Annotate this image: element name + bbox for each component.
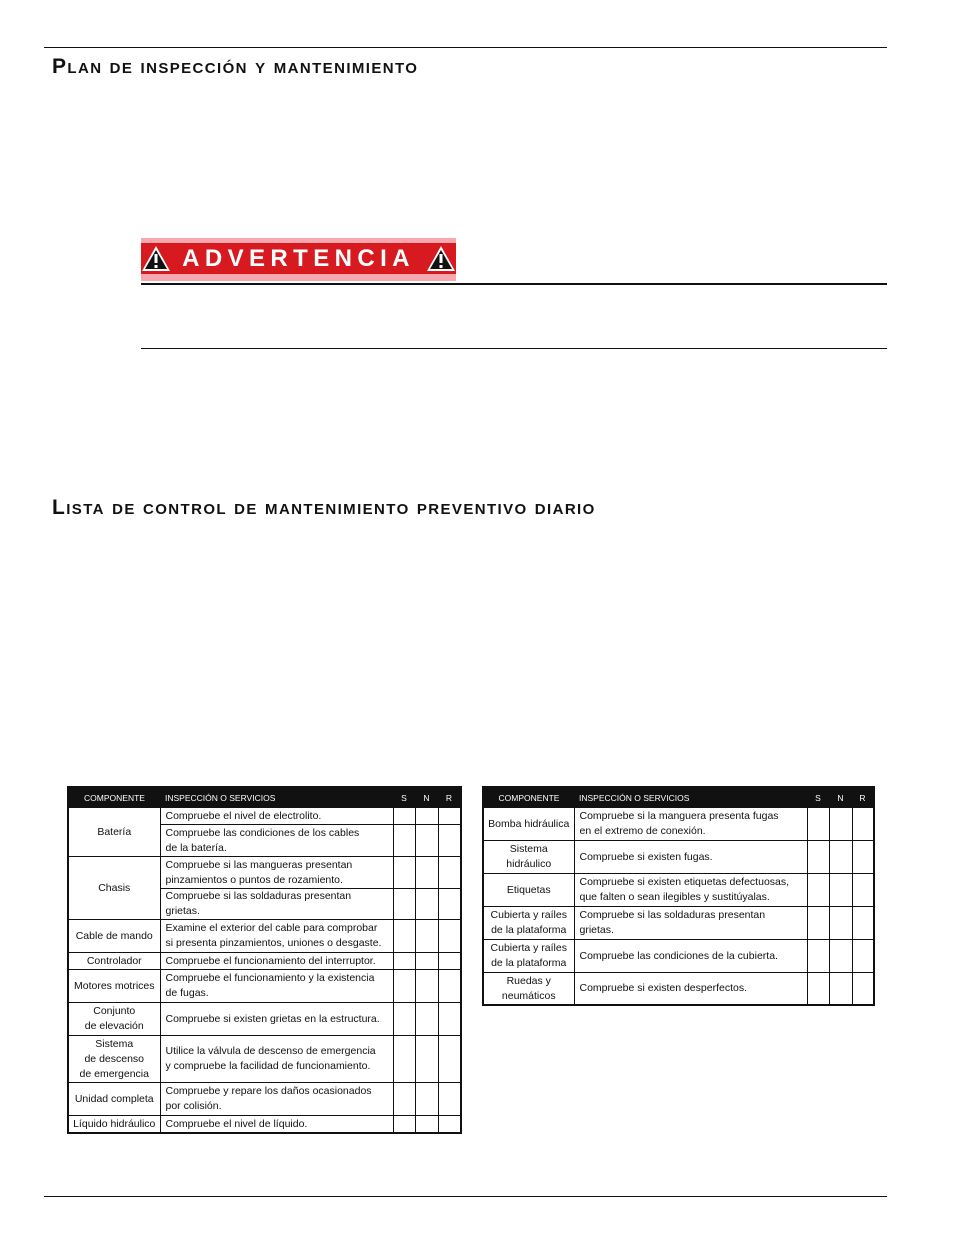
checkbox-r[interactable] (438, 970, 461, 1003)
checkbox-n[interactable] (829, 940, 852, 973)
inspection-cell: Compruebe si las soldaduras presentan grietas. (160, 889, 393, 920)
component-cell: Líquido hidráulico (68, 1116, 160, 1134)
checkbox-r[interactable] (438, 1083, 461, 1116)
section-title-inspection-plan: Plan de inspección y mantenimiento (52, 55, 419, 78)
inspection-cell: Compruebe si las soldaduras presentan grietas. (574, 907, 807, 940)
table-row (483, 973, 874, 1006)
table-row (68, 808, 461, 825)
checkbox-r[interactable] (438, 857, 461, 889)
checkbox-n[interactable] (415, 920, 438, 953)
checkbox-n[interactable] (829, 907, 852, 940)
warning-triangle-icon (141, 245, 171, 272)
checkbox-s[interactable] (807, 808, 829, 841)
column-header-r: R (852, 787, 874, 808)
checkbox-r[interactable] (438, 920, 461, 953)
component-cell: Cubierta y raíles de la plataforma (483, 907, 574, 940)
checkbox-n[interactable] (829, 808, 852, 841)
inspection-cell: Compruebe si existen desperfectos. (574, 973, 807, 1006)
checkbox-s[interactable] (393, 1003, 415, 1036)
table-row (483, 841, 874, 874)
table-row (68, 857, 461, 889)
checkbox-r[interactable] (852, 874, 874, 907)
table-row (483, 874, 874, 907)
checkbox-r[interactable] (852, 841, 874, 874)
component-cell: Bomba hidráulica (483, 808, 574, 841)
component-cell: Etiquetas (483, 874, 574, 907)
checkbox-s[interactable] (393, 857, 415, 889)
table-row (68, 953, 461, 970)
checkbox-s[interactable] (393, 1116, 415, 1134)
checkbox-r[interactable] (438, 808, 461, 825)
component-cell: Conjunto de elevación (68, 1003, 160, 1036)
bottom-rule (44, 1196, 887, 1197)
checkbox-r[interactable] (438, 889, 461, 920)
top-rule (44, 47, 887, 48)
component-cell: Sistema de descenso de emergencia (68, 1036, 160, 1083)
inspection-cell: Examine el exterior del cable para comprobar si presenta pinzamientos, uniones o desgaste. (160, 920, 393, 953)
table-row (483, 808, 874, 841)
checkbox-n[interactable] (829, 874, 852, 907)
inspection-cell: Compruebe el nivel de electrolito. (160, 808, 393, 825)
checkbox-r[interactable] (852, 808, 874, 841)
checkbox-s[interactable] (807, 841, 829, 874)
checkbox-s[interactable] (393, 808, 415, 825)
column-header-n: N (829, 787, 852, 808)
inspection-cell: Compruebe el funcionamiento y la existencia de fugas. (160, 970, 393, 1003)
checkbox-r[interactable] (438, 1003, 461, 1036)
checklist-table-right (482, 786, 875, 1006)
checkbox-s[interactable] (393, 1083, 415, 1116)
checkbox-r[interactable] (852, 907, 874, 940)
component-cell: Sistema hidráulico (483, 841, 574, 874)
warning-banner (141, 238, 456, 281)
component-cell: Batería (68, 808, 160, 857)
inspection-cell: Compruebe si la manguera presenta fugas en el extremo de conexión. (574, 808, 807, 841)
column-header-inspection: INSPECCIÓN O SERVICIOS (574, 787, 807, 808)
checkbox-s[interactable] (807, 907, 829, 940)
checkbox-n[interactable] (829, 841, 852, 874)
checkbox-n[interactable] (415, 1003, 438, 1036)
component-cell: Cubierta y raíles de la plataforma (483, 940, 574, 973)
inspection-cell: Compruebe si existen etiquetas defectuosas, que falten o sean ilegibles y sustitúyalas. (574, 874, 807, 907)
component-cell: Cable de mando (68, 920, 160, 953)
checkbox-s[interactable] (807, 874, 829, 907)
inspection-cell: Compruebe si las mangueras presentan pinzamientos o puntos de rozamiento. (160, 857, 393, 889)
table-row (68, 1083, 461, 1116)
column-header-component: COMPONENTE (68, 787, 160, 808)
component-cell: Controlador (68, 953, 160, 970)
checkbox-s[interactable] (393, 1036, 415, 1083)
column-header-n: N (415, 787, 438, 808)
inspection-cell: Compruebe el nivel de líquido. (160, 1116, 393, 1134)
checkbox-n[interactable] (415, 953, 438, 970)
checkbox-s[interactable] (393, 920, 415, 953)
checkbox-r[interactable] (438, 825, 461, 857)
warning-bottom-rule (141, 348, 887, 349)
table-row (68, 920, 461, 953)
warning-triangle-icon (426, 245, 456, 272)
table-row (68, 1116, 461, 1134)
warning-band (141, 243, 456, 274)
checkbox-n[interactable] (415, 825, 438, 857)
table-row (68, 1003, 461, 1036)
checkbox-s[interactable] (807, 973, 829, 1006)
checkbox-n[interactable] (415, 889, 438, 920)
checkbox-s[interactable] (393, 889, 415, 920)
checkbox-n[interactable] (829, 973, 852, 1006)
column-header-s: S (393, 787, 415, 808)
column-header-component: COMPONENTE (483, 787, 574, 808)
checkbox-n[interactable] (415, 857, 438, 889)
inspection-cell: Compruebe las condiciones de los cables de la batería. (160, 825, 393, 857)
checkbox-r[interactable] (852, 973, 874, 1006)
checklist-table-left (67, 786, 462, 1134)
checkbox-s[interactable] (807, 940, 829, 973)
inspection-cell: Compruebe si existen grietas en la estructura. (160, 1003, 393, 1036)
checkbox-n[interactable] (415, 1083, 438, 1116)
checkbox-n[interactable] (415, 970, 438, 1003)
inspection-cell: Compruebe las condiciones de la cubierta. (574, 940, 807, 973)
table-row (483, 940, 874, 973)
warning-top-rule (141, 283, 887, 285)
inspection-cell: Utilice la válvula de descenso de emergencia y compruebe la facilidad de funcionamiento. (160, 1036, 393, 1083)
column-header-s: S (807, 787, 829, 808)
component-cell: Ruedas y neumáticos (483, 973, 574, 1006)
component-cell: Unidad completa (68, 1083, 160, 1116)
table-row (483, 907, 874, 940)
checkbox-n[interactable] (415, 1116, 438, 1134)
component-cell: Chasis (68, 857, 160, 920)
table-row (68, 970, 461, 1003)
component-cell: Motores motrices (68, 970, 160, 1003)
column-header-inspection: INSPECCIÓN O SERVICIOS (160, 787, 393, 808)
checkbox-s[interactable] (393, 825, 415, 857)
section-title-daily-checklist: Lista de control de mantenimiento preventivo diario (52, 496, 596, 519)
checkbox-s[interactable] (393, 970, 415, 1003)
inspection-cell: Compruebe y repare los daños ocasionados por colisión. (160, 1083, 393, 1116)
table-row (68, 1036, 461, 1083)
warning-label: ADVERTENCIA (182, 244, 415, 272)
checkbox-n[interactable] (415, 1036, 438, 1083)
column-header-r: R (438, 787, 461, 808)
inspection-cell: Compruebe si existen fugas. (574, 841, 807, 874)
inspection-cell: Compruebe el funcionamiento del interruptor. (160, 953, 393, 970)
checkbox-n[interactable] (415, 808, 438, 825)
checkbox-r[interactable] (438, 1116, 461, 1134)
checkbox-r[interactable] (438, 953, 461, 970)
checkbox-r[interactable] (438, 1036, 461, 1083)
checkbox-s[interactable] (393, 953, 415, 970)
checkbox-r[interactable] (852, 940, 874, 973)
